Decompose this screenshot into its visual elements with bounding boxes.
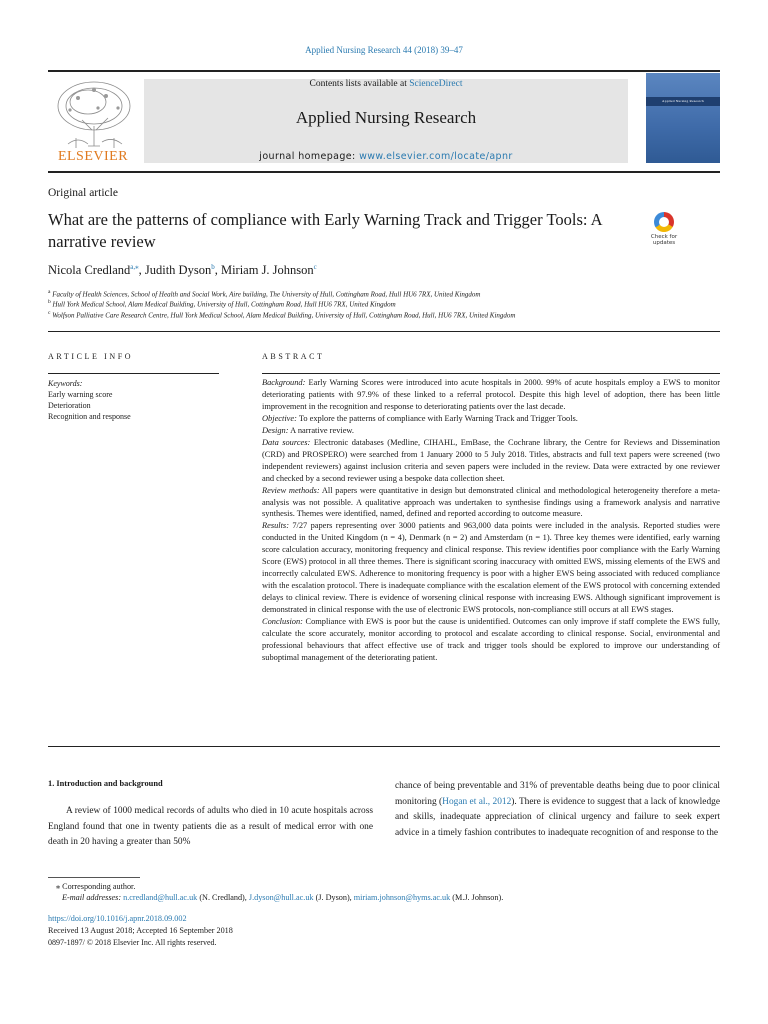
body-paragraph-left: A review of 1000 medical records of adults who died in 10 acute hospitals across England found that one in twenty patients die as a result of medical error with one death in 20 having a greater than 50%: [48, 806, 373, 848]
affiliations-rule: [48, 331, 720, 332]
cover-band-title: Applied Nursing Research: [662, 99, 704, 103]
doi-link[interactable]: https://doi.org/10.1016/j.apnr.2018.09.002: [48, 914, 187, 923]
email-link[interactable]: J.dyson@hull.ac.uk: [248, 893, 314, 902]
author-name: Judith Dyson: [144, 263, 212, 278]
keyword-item: Recognition and response: [48, 412, 131, 421]
received-dates: Received 13 August 2018; Accepted 16 September 2018: [48, 926, 233, 935]
author-affil-mark[interactable]: b: [211, 263, 215, 271]
email-link[interactable]: n.credland@hull.ac.uk: [123, 893, 198, 902]
contents-line: Contents lists available at ScienceDirect: [309, 79, 463, 89]
abstract-background: Background: Early Warning Scores were introduced into acute hospitals in 2000. 99% of acute hospitals employ a EWS to monitor deteriorating patients with 97.9% of these linked to a referral protocol. Despite this high level of adoption, there has been little improvement in the recognition and response to deteriorating patients over the last decade.: [262, 378, 720, 411]
abstract-results: Results: 7/27 papers representing over 3000 patients and 963,000 data points were included in the analysis. Reported studies were conducted in the United Kingdom (n = 4), Denmark (n = 2) and Amsterdam (n = 1). Three key themes were identified, early warning score calculation accuracy, monitoring frequency and clinical response. This review identifies poor compliance with the Early Warning Score (EWS) protocol in all three themes. There is significant scoring inaccuracy with omitted EWS, missing elements of the EWS and incorrectly calculated EWS. Adherence to monitoring frequency is poor with a higher EWS being associated with reduced compliance with the escalation protocol. There is inadequate compliance with the escalation element of the EWS protocol with concerning extended delays to clinical review. There is evidence of worsening clinical response with increasing EWS. Although significant improvement is demonstrated in clinical response with the use of electronic EWS protocols, non-compliance still occurs at all EWS stages.: [262, 521, 720, 615]
reference-link[interactable]: Hogan et al., 2012: [442, 796, 512, 807]
email-addresses: E-mail addresses: n.credland@hull.ac.uk (N. Credland), J.dyson@hull.ac.uk (J. Dyson), miriam.johnson@hyms.ac.uk (M.J. Johnson).: [62, 893, 504, 902]
author-list: Nicola Credland$^{a,⁎}$, Judith Dyson$^b$, Miriam J. Johnson$^c$: [48, 263, 317, 278]
homepage-link[interactable]: www.elsevier.com/locate/apnr: [359, 151, 513, 162]
header-bottom-rule: [48, 171, 720, 173]
author-name: Nicola Credland: [48, 263, 131, 278]
affiliation: $^c$ Wolfson Palliative Care Research Centre, Hull York Medical School, Alam Medical Building, University of Hull, Cottingham Road, Hull, HU6 7RX, United Kingdom: [48, 310, 516, 320]
abstract-review-methods: Review methods: All papers were quantitative in design but demonstrated clinical and methodological heterogeneity therefore a meta-analysis was not possible. A qualitative approach was undertaken to synthesise findings using a framework analysis and narrative synthesis. Themes were identified, named, defined and reported according to outcome measure.: [262, 485, 720, 519]
abstract-design: Design: A narrative review.: [262, 425, 355, 435]
affiliation: $^a$ Faculty of Health Sciences, School of Health and Social Work, Aire building, The University of Hull, Cottingham Road, Hull HU6 7RX, United Kingdom: [48, 289, 481, 299]
footnote-rule: [48, 877, 140, 878]
keyword-item: Deterioration: [48, 401, 91, 410]
author-name: Miriam J. Johnson: [220, 263, 314, 278]
copyright-line: 0897-1897/ © 2018 Elsevier Inc. All rights reserved.: [48, 938, 217, 947]
affiliation: $^b$ Hull York Medical School, Alam Medical Building, University of Hull, Cottingham Road, Hull HU6 7RX, United Kingdom: [48, 299, 396, 309]
body-paragraph-right: chance of being preventable and 31% of preventable deaths being due to poor clinical monitoring (Hogan et al., 2012). There is evidence to suggest that a lack of knowledge and skills, inadequate appreciation of clinical urgency and failure to seek expert advice in a timely fashion contributes to inadequate recognition of and response to the: [395, 781, 720, 839]
author-affil-mark[interactable]: a,⁎: [130, 263, 139, 271]
keywords-label: Keywords:: [48, 379, 83, 388]
header-top-rule: [48, 70, 720, 72]
journal-title: Applied Nursing Research: [295, 108, 477, 127]
author-affil-mark[interactable]: c: [313, 263, 317, 271]
abstract-rule: [262, 373, 720, 374]
crossmark-label: Check for updates: [650, 234, 678, 246]
abstract-body: [262, 377, 720, 664]
journal-homepage: journal homepage: www.elsevier.com/locate/apnr: [259, 151, 513, 162]
elsevier-wordmark: ELSEVIER: [57, 149, 129, 164]
journal-citation[interactable]: Applied Nursing Research 44 (2018) 39–47: [305, 45, 463, 55]
article-title: What are the patterns of compliance with Early Warning Track and Trigger Tools: A narrative review: [48, 210, 602, 251]
check-for-updates-badge[interactable]: [646, 212, 682, 252]
abstract-bottom-rule: [48, 746, 720, 747]
abstract-heading: ABSTRACT: [262, 352, 325, 361]
section-heading: 1. Introduction and background: [48, 779, 163, 788]
abstract-conclusion: Conclusion: Compliance with EWS is poor but the cause is unidentified. Outcomes can only improve if staff complete the EWS fully, calculate the score accurately, monitor according to protocol and escalate according to clinical response. Social, environmental and professional behaviours that affect effective use of track and trigger tools should be explored to improve our understanding of suboptimal management of the deteriorating patient.: [262, 617, 720, 662]
article-info-heading: ARTICLE INFO: [48, 352, 134, 361]
sciencedirect-link[interactable]: ScienceDirect: [409, 79, 463, 89]
keyword-item: Early warning score: [48, 390, 113, 399]
article-type: Original article: [48, 187, 118, 199]
abstract-objective: Objective: To explore the patterns of compliance with Early Warning Track and Trigger Tools.: [262, 413, 578, 423]
journal-cover-thumbnail[interactable]: [646, 73, 720, 163]
abstract-data-sources: Data sources: Electronic databases (Medline, CIHAHL, EmBase, the Cochrane library, the Centre for Reviews and Dissemination (CRD) and PROSPERO) were searched from 1 January 2000 to 5 July 2018. Titles, abstracts and full text papers were screened (two independent reviewers) against inclusion criteria and seven papers were included in the review. Data were extracted by one reviewer and checked by a second reviewer using a bespoke data collection sheet.: [262, 437, 720, 483]
email-link[interactable]: miriam.johnson@hyms.ac.uk: [353, 893, 451, 902]
article-info-rule: [48, 373, 219, 374]
corresponding-author-note: ⁎ Corresponding author.: [56, 882, 136, 891]
